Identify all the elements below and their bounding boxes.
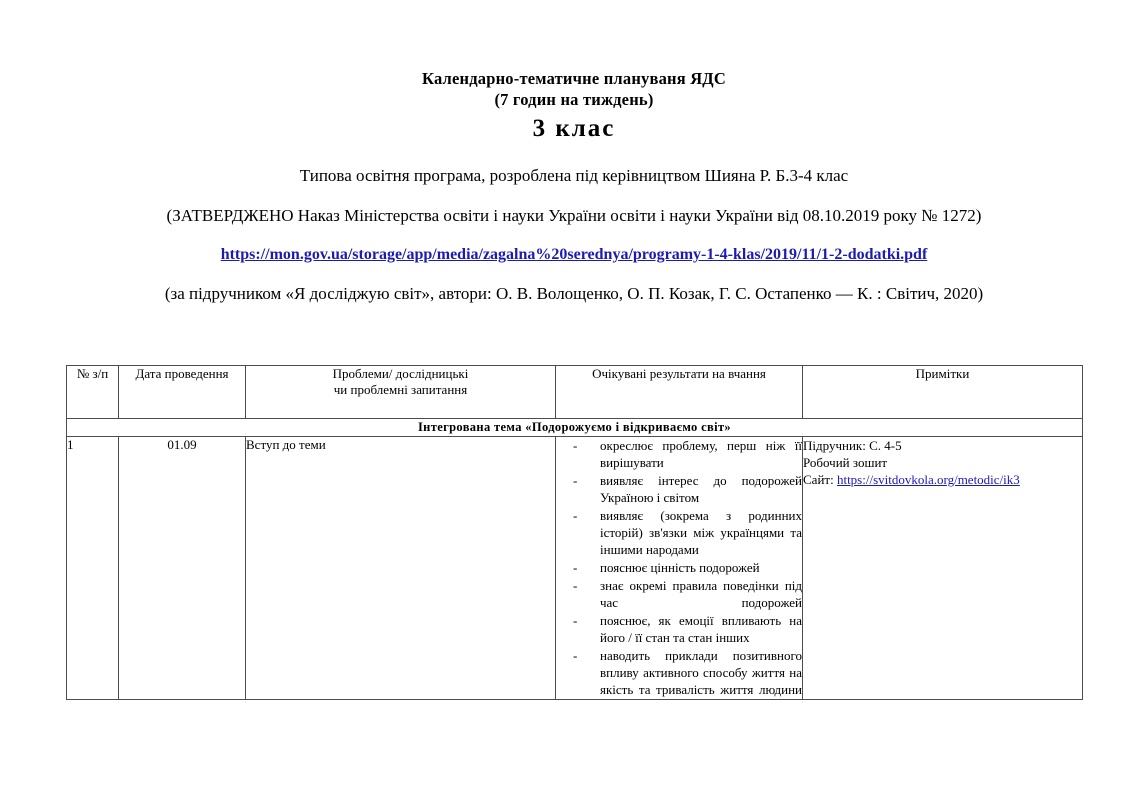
cell-row-number: 1 [67, 437, 119, 700]
source-url-line [66, 244, 1082, 266]
table-header-row [67, 366, 1083, 419]
column-header-number: № з/п [67, 366, 119, 419]
page-title-line-1: Календарно-тематичне плануваня ЯДС [422, 69, 726, 88]
list-item: - знає окремі правила поведінки під час подорожей [556, 577, 802, 611]
note-site-link[interactable]: https://svitdovkola.org/metodic/ik3 [836, 472, 1020, 487]
list-item: - виявляє інтерес до подорожей Україною і світом [556, 472, 802, 506]
cell-expected-results [556, 437, 803, 700]
page-title-class: 3 клас [532, 115, 616, 142]
cell-date: 01.09 [119, 437, 246, 700]
page-title-line-2: (7 годин на тиждень) [494, 90, 654, 109]
list-item: - наводить приклади позитивного впливу активного способу життя на якість та тривалість життя людини [556, 647, 802, 698]
table-row [67, 437, 1083, 700]
list-item: - виявляє (зокрема з родинних історій) зв'язки між українцями та іншими народами [556, 507, 802, 558]
column-header-problems-line1: Проблеми/ дослідницькі [332, 366, 469, 381]
subtitle-program: Типова освітня програма, розроблена під керівництвом Шияна Р. Б.3-4 клас [299, 166, 849, 185]
note-workbook: Робочий зошит [803, 455, 888, 470]
note-textbook: Підручник: С. 4-5 [803, 438, 902, 453]
cell-notes [803, 437, 1083, 700]
subtitle-order: (ЗАТВЕРДЖЕНО Наказ Міністерства освіти і науки України освіти і науки України від 08.10.2019 року № 1272) [166, 206, 982, 225]
list-item: - пояснює, як емоції впливають на його / її стан та стан інших [556, 612, 802, 646]
column-header-results: Очікувані результати на вчання [556, 366, 803, 419]
expected-results-list [556, 437, 802, 698]
column-header-problems-line2: чи проблемні запитання [333, 382, 468, 397]
table-section-row [67, 419, 1083, 437]
subtitle-textbook: (за підручником «Я досліджую світ», автори: О. В. Волощенко, О. П. Козак, Г. С. Остапенко — К. : Світич, 2020) [164, 284, 984, 303]
note-site-line [803, 471, 1082, 488]
document-header [66, 68, 1082, 305]
section-title-integrated-theme: Інтегрована тема «Подорожуємо і відкриваємо світ» [67, 419, 1083, 437]
list-item: - окреслює проблему, перш ніж її вирішувати [556, 437, 802, 471]
column-header-date: Дата проведення [119, 366, 246, 419]
list-item: - пояснює цінність подорожей [556, 559, 802, 576]
source-url-link[interactable]: https://mon.gov.ua/storage/app/media/zagalna%20serednya/programy-1-4-klas/2019/11/1-2-dodatki.pdf [220, 246, 928, 263]
column-header-problems [246, 366, 556, 419]
column-header-notes: Примітки [803, 366, 1083, 419]
cell-problem: Вступ до теми [246, 437, 556, 700]
note-site-label: Сайт: [803, 472, 837, 487]
calendar-plan-table [66, 365, 1083, 700]
